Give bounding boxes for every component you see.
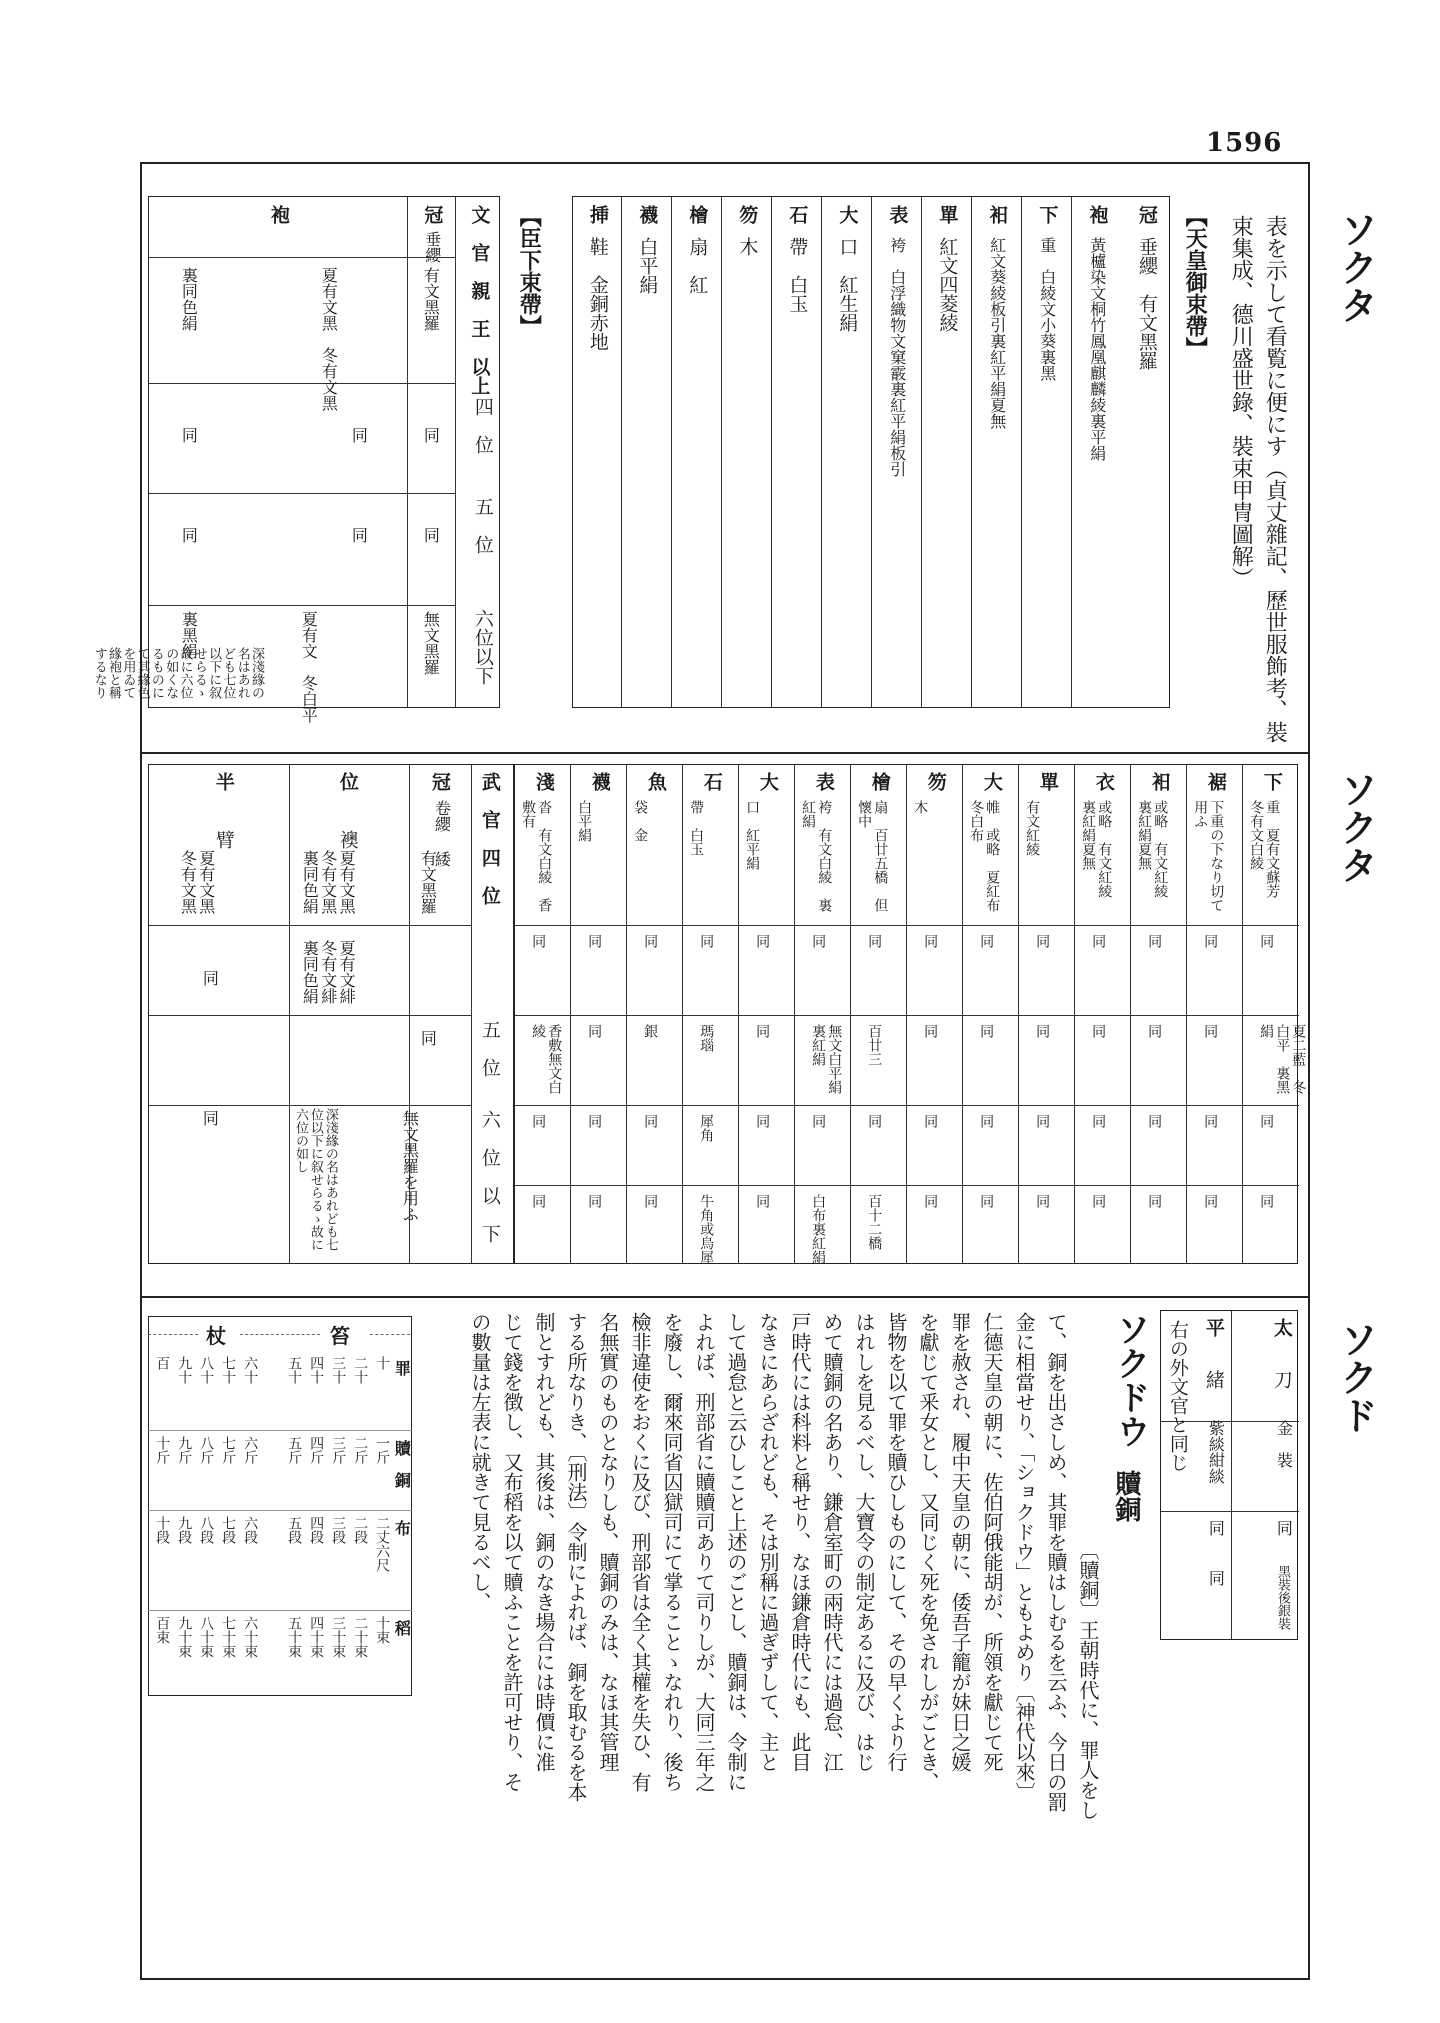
mil-right-cell-11-0: 同 xyxy=(642,934,659,948)
civil-h-6i: 六位以下 xyxy=(471,609,494,685)
paragraph-line-0: 〔贖銅〕王朝時代に、罪人をし xyxy=(1076,1540,1100,1820)
mil-right-head-5: 大 xyxy=(980,772,1003,791)
mil-right-cell-9-0: 同 xyxy=(754,934,771,948)
mil-right-head-1: 裾 xyxy=(1204,772,1227,791)
mil-hanpi-sub: 臂 xyxy=(212,830,235,849)
redemption-cell-1-1: 二斤 xyxy=(352,1436,369,1464)
redemption-cell-5-0: 六十 xyxy=(242,1356,259,1384)
mil-right-cell-7-1: 百廿三 xyxy=(866,1024,883,1066)
mil-right-cell-9-3: 同 xyxy=(754,1194,771,1208)
mil-right-cell-7-0: 同 xyxy=(866,934,883,948)
redemption-cell-8-0: 九十 xyxy=(176,1356,193,1384)
headword-kanji: 贖銅 xyxy=(1110,1470,1141,1522)
emperor-col-7: 大 口 紅生絹 xyxy=(821,197,871,707)
mil-right-cell-13-1: 香敷無文白綾 xyxy=(530,1024,563,1094)
mil-hanpi-head: 半 xyxy=(212,772,235,791)
mil-right-cell-3-3: 同 xyxy=(1090,1194,1107,1208)
civil-note: 深淺緣の名はあれども七位以下に叙せらるゝ故に六位の如くなるものにて其緣色を用ゐて緣袍と稱するなり xyxy=(91,647,264,699)
civil-row-robe: 袍 xyxy=(267,205,290,224)
mil-hanpi-1: 夏有文黑 冬有文黑 xyxy=(178,850,216,930)
section-label-1: ソクタ xyxy=(1333,210,1379,324)
military-right-divider xyxy=(626,764,627,1264)
sword-head: 太 xyxy=(1270,1318,1293,1337)
mil-right-head-4: 單 xyxy=(1036,772,1059,791)
mil-crown-3: 無文黑羅を用ふ xyxy=(400,1110,420,1222)
mil-right-body-12: 白平絹 xyxy=(576,800,593,842)
section-label-3: ソクド xyxy=(1333,1320,1379,1434)
mil-right-cell-8-0: 同 xyxy=(810,934,827,948)
paragraph-line-19: の數量は左表に就きて見るべし、 xyxy=(468,1312,492,1612)
mil-right-cell-6-2: 同 xyxy=(922,1114,939,1128)
military-h-6i: 六 位 以 下 xyxy=(478,1110,501,1243)
paragraph-line-17: 制とすれども、其後は、銅のなき場合には時價に准 xyxy=(532,1312,556,1772)
mil-right-cell-10-3: 牛角或烏犀 xyxy=(698,1194,715,1264)
mil-right-cell-11-3: 同 xyxy=(642,1194,659,1208)
paragraph-line-9: 戸時代には科料と稱せり、なほ鎌倉時代にも、此目 xyxy=(788,1312,812,1772)
mil-right-head-12: 襪 xyxy=(588,772,611,791)
military-right-divider xyxy=(1074,764,1075,1264)
mil-right-body-5: 帷 或略 夏紅布 冬白布 xyxy=(968,800,1001,926)
redemption-row-line xyxy=(148,1430,412,1431)
mil-right-cell-3-0: 同 xyxy=(1090,934,1107,948)
mil-right-body-0: 重 夏有文蘇芳 冬有文白綾 xyxy=(1248,800,1281,912)
military-right-divider xyxy=(1242,764,1243,1264)
redemption-cell-7-1: 八斤 xyxy=(198,1436,215,1464)
military-right-divider xyxy=(570,764,571,1264)
paragraph-line-8: めて贖銅の名あり、鎌倉室町の兩時代には過怠、江 xyxy=(820,1312,844,1772)
civil-robe-1: 夏有文黑 冬有文黑 xyxy=(319,267,339,411)
section-divider-2 xyxy=(140,1296,1310,1298)
paragraph-line-6: 皆物を以て罪を贖ひしものにして、その早くより行 xyxy=(884,1312,908,1772)
mil-right-cell-4-1: 同 xyxy=(1034,1024,1051,1038)
redemption-cell-9-1: 十斤 xyxy=(154,1436,171,1464)
mil-right-cell-2-2: 同 xyxy=(1146,1114,1163,1128)
redemption-cell-3-1: 四斤 xyxy=(308,1436,325,1464)
redemption-cell-6-3: 七十束 xyxy=(220,1616,237,1658)
mil-right-cell-6-1: 同 xyxy=(922,1024,939,1038)
paragraph-line-18: じて錢を徴し、又布稻を以て贖ふことを許可せり、そ xyxy=(500,1312,524,1792)
redemption-cell-4-2: 五段 xyxy=(286,1516,303,1544)
mil-right-body-2: 或略 有文紅綾 裏紅絹夏無 xyxy=(1136,800,1169,912)
mil-right-cell-9-1: 同 xyxy=(754,1024,771,1038)
mil-right-body-7: 扇 百廿五橋 但懷中 xyxy=(856,800,889,912)
redemption-cell-6-2: 七段 xyxy=(220,1516,237,1544)
mil-right-head-3: 衣 xyxy=(1092,772,1115,791)
redemption-cell-1-0: 二十 xyxy=(352,1356,369,1384)
emperor-col-2: 袍 黃櫨染文桐竹鳳凰麒麟綾裏平絹 xyxy=(1071,197,1121,707)
redemption-row-line xyxy=(148,1610,412,1611)
sword-cell-1: 金 裝 xyxy=(1274,1420,1294,1468)
civil-table xyxy=(91,196,500,723)
mil-right-cell-12-3: 同 xyxy=(586,1194,603,1208)
mil-right-cell-1-3: 同 xyxy=(1202,1194,1219,1208)
paragraph-line-1: て、銅を出さしめ、其罪を贖はしむるを云ふ、今日の罰 xyxy=(1044,1312,1068,1812)
paragraph-line-3: 仁德天皇の朝に、佐伯阿俄能胡が、所領を獻じて死 xyxy=(980,1312,1004,1772)
civil-crown-3: 同 xyxy=(421,527,441,543)
mil-right-cell-9-2: 同 xyxy=(754,1114,771,1128)
civil-robe-2: 同 xyxy=(349,427,369,443)
mil-right-cell-3-1: 同 xyxy=(1090,1024,1107,1038)
mil-right-cell-2-3: 同 xyxy=(1146,1194,1163,1208)
emperor-col-11: 襪 白平絹 xyxy=(621,197,671,707)
section-divider-1 xyxy=(140,752,1310,754)
mil-right-head-8: 表 xyxy=(812,772,835,791)
mil-right-body-8: 袴 有文白綾 裏紅絹 xyxy=(800,800,833,912)
mil-right-cell-12-1: 同 xyxy=(586,1024,603,1038)
redemption-cell-5-3: 六十束 xyxy=(242,1616,259,1658)
cord-cell-3: 同 xyxy=(1206,1570,1226,1586)
emperor-col-10: 檜 扇 紅 xyxy=(671,197,721,707)
redemption-cell-4-0: 五十 xyxy=(286,1356,303,1384)
mil-robe-head: 位 xyxy=(336,772,359,791)
paragraph-line-10: なきにあらざれども、そは別稱に過ぎずして、主と xyxy=(756,1312,780,1772)
redemption-cell-2-3: 三十束 xyxy=(330,1616,347,1658)
emperor-title: 【天皇御束帶】 xyxy=(1182,205,1209,359)
cord-sub: 緒 xyxy=(1202,1370,1225,1389)
redemption-cell-0-3: 十束 xyxy=(374,1616,391,1644)
civil-robe-3: 同 xyxy=(349,527,369,543)
mil-right-body-6: 木 xyxy=(912,800,929,814)
civil-title: 【臣下束帶】 xyxy=(516,205,543,337)
mil-hanpi-3: 同 xyxy=(200,1110,220,1126)
civil-robe-4: 夏有文 冬白平 xyxy=(299,611,319,723)
mil-crown-2: 同 xyxy=(418,1030,438,1046)
mil-right-head-11: 魚 xyxy=(644,772,667,791)
mil-right-body-4: 有文紅綾 xyxy=(1024,800,1041,856)
mil-robe-1: 夏有文黑 冬有文黑 裏同色絹 xyxy=(300,850,357,930)
paragraph-line-12: よれば、刑部省に贖贖司ありて司りしが、大同三年之 xyxy=(692,1312,716,1792)
redemption-cell-8-3: 九十束 xyxy=(176,1616,193,1658)
mil-right-head-13: 淺 xyxy=(532,772,555,791)
military-right-divider xyxy=(850,764,851,1264)
mil-right-cell-10-0: 同 xyxy=(698,934,715,948)
mil-right-cell-10-1: 瑪瑙 xyxy=(698,1024,715,1052)
mil-hanpi-2: 同 xyxy=(200,970,220,986)
redemption-cell-9-2: 十段 xyxy=(154,1516,171,1544)
sword-cell-3: 黑裝後銀裝 xyxy=(1274,1565,1290,1630)
redemption-cell-2-0: 三十 xyxy=(330,1356,347,1384)
sword-sub: 刀 xyxy=(1270,1370,1293,1389)
redemption-cell-4-3: 五十束 xyxy=(286,1616,303,1658)
emperor-col-1: 冠 垂纓 有文黑羅 xyxy=(1135,205,1158,370)
mil-right-cell-5-2: 同 xyxy=(978,1114,995,1128)
mil-right-cell-6-3: 同 xyxy=(922,1194,939,1208)
mil-crown-head: 冠 xyxy=(428,772,451,791)
civil-lining-2: 同 xyxy=(179,427,199,443)
section-label-2: ソクタ xyxy=(1333,770,1379,884)
mil-right-head-7: 檜 xyxy=(868,772,891,791)
mil-right-head-2: 衵 xyxy=(1148,772,1171,791)
civil-crown-1: 有文黑羅 xyxy=(421,267,441,331)
paragraph-line-2: 金に相當せり、「ショクドウ」ともよめり〔神代以來〕 xyxy=(1012,1312,1036,1802)
mil-right-cell-10-2: 犀角 xyxy=(698,1114,715,1142)
intro-line-1: 表を示して看覧に便にす（貞丈雜記、歷世服飾考、裝 xyxy=(1262,215,1288,743)
mil-right-cell-4-2: 同 xyxy=(1034,1114,1051,1128)
redemption-cell-3-2: 四段 xyxy=(308,1516,325,1544)
mil-right-cell-2-0: 同 xyxy=(1146,934,1163,948)
sword-note: 右の外文官と同じ xyxy=(1166,1320,1189,1472)
mil-crown-sub: 卷纓 緌 xyxy=(432,800,452,867)
mil-right-cell-5-0: 同 xyxy=(978,934,995,948)
emperor-col-9: 笏 木 xyxy=(721,197,771,707)
military-right-divider xyxy=(962,764,963,1264)
redemption-group-rod: 杖 xyxy=(206,1324,226,1348)
redemption-cell-7-3: 八十束 xyxy=(198,1616,215,1658)
mil-right-head-10: 石 xyxy=(700,772,723,791)
civil-lining-4: 裏黑絹 xyxy=(179,611,199,659)
sword-cell-2: 同 xyxy=(1274,1520,1294,1536)
emperor-col-5: 單 紅文四菱綾 xyxy=(921,197,971,707)
mil-robe-2: 夏有文緋 冬有文緋 裏同色絹 xyxy=(300,940,357,1020)
redemption-cell-0-2: 二丈六尺 xyxy=(374,1516,391,1572)
civil-header-col: 文 官 親 王 以上 xyxy=(455,197,501,707)
emperor-table xyxy=(572,196,1170,708)
redemption-cell-0-1: 一斤 xyxy=(374,1436,391,1464)
civil-lining-3: 同 xyxy=(179,527,199,543)
military-right-divider xyxy=(1130,764,1131,1264)
paragraph-line-11: して過怠と云ひしこと上述のごとし、贖銅は、令制に xyxy=(724,1312,748,1792)
redemption-group-whip: 笞 xyxy=(330,1324,350,1348)
mil-right-cell-1-0: 同 xyxy=(1202,934,1219,948)
emperor-col-3: 下 重 白綾文小葵裏黑 xyxy=(1021,197,1071,707)
mil-right-cell-1-1: 同 xyxy=(1202,1024,1219,1038)
redemption-cell-3-0: 四十 xyxy=(308,1356,325,1384)
mil-right-cell-8-3: 白布裏紅絹 xyxy=(810,1194,827,1264)
mil-right-body-13: 沓 有文白綾 香敷有 xyxy=(520,800,553,912)
mil-right-cell-0-3: 同 xyxy=(1258,1194,1275,1208)
civil-h-4i: 四 位 xyxy=(471,397,494,454)
redemption-cell-2-1: 三斤 xyxy=(330,1436,347,1464)
redemption-cell-6-0: 七十 xyxy=(220,1356,237,1384)
emperor-col-12: 挿 鞋 金銅赤地 xyxy=(586,205,609,351)
redemption-cell-5-2: 六段 xyxy=(242,1516,259,1544)
paragraph-line-13: を廢し、爾來同省囚獄司にて掌ることゝなれり、後ち xyxy=(660,1312,684,1792)
mil-right-cell-5-1: 同 xyxy=(978,1024,995,1038)
mil-crown-1: 有文黑羅 xyxy=(418,850,438,914)
mil-right-cell-0-1: 夏二藍 冬白平 裏黑絹 xyxy=(1258,1024,1307,1094)
military-right-divider xyxy=(906,764,907,1264)
redemption-row-line xyxy=(148,1510,412,1511)
paragraph-line-7: はれしを見るべし、大寶令の制定あるに及び、はじ xyxy=(852,1312,876,1772)
mil-right-cell-7-3: 百十二橋 xyxy=(866,1194,883,1250)
mil-right-cell-13-3: 同 xyxy=(530,1194,547,1208)
military-right-divider xyxy=(1186,764,1187,1264)
redemption-cell-5-1: 六斤 xyxy=(242,1436,259,1464)
mil-right-cell-0-0: 同 xyxy=(1258,934,1275,948)
emperor-col-8: 石 帶 白玉 xyxy=(771,197,821,707)
mil-right-cell-6-0: 同 xyxy=(922,934,939,948)
mil-right-cell-8-1: 無文白平絹裏紅絹 xyxy=(810,1024,843,1094)
page-number: 1596 xyxy=(1206,128,1283,158)
cord-cell-2: 同 xyxy=(1206,1520,1226,1536)
military-h-5i: 五 位 xyxy=(478,1020,501,1077)
military-right-divider xyxy=(1018,764,1019,1264)
civil-crown-2: 同 xyxy=(421,427,441,443)
mil-robe-3: 深淺緣の名はあれども七位以下に叙せらるゝ故に六位の如し xyxy=(292,1108,338,1251)
redemption-header-3: 稻 xyxy=(392,1620,412,1636)
mil-right-body-11: 袋 金 xyxy=(632,800,649,842)
paragraph-line-15: 名無實のものとなりしも、贖銅のみは、なほ其管理 xyxy=(596,1312,620,1772)
mil-right-cell-0-2: 同 xyxy=(1258,1114,1275,1128)
mil-right-cell-12-0: 同 xyxy=(586,934,603,948)
civil-row-crown: 冠 垂纓 xyxy=(407,197,455,707)
redemption-cell-8-2: 九段 xyxy=(176,1516,193,1544)
military-h-4i: 武 官 四 位 xyxy=(478,772,501,905)
emperor-col-4: 衵 紅文葵綾板引裏紅平絹夏無 xyxy=(971,197,1021,707)
redemption-cell-9-0: 百 xyxy=(154,1356,171,1370)
mil-right-body-9: 口 紅平絹 xyxy=(744,800,761,870)
redemption-cell-8-1: 九斤 xyxy=(176,1436,193,1464)
cord-head: 平 xyxy=(1202,1318,1225,1337)
mil-right-body-1: 下重の下なり切て用ふ xyxy=(1192,800,1225,912)
civil-lining-1: 裏同色絹 xyxy=(179,267,199,331)
redemption-header-1: 贖 銅 xyxy=(392,1440,412,1488)
redemption-cell-1-2: 二段 xyxy=(352,1516,369,1544)
redemption-cell-7-0: 八十 xyxy=(198,1356,215,1384)
cord-cell-1: 紫緂紺緂 xyxy=(1206,1420,1226,1484)
mil-right-head-6: 笏 xyxy=(924,772,947,791)
redemption-cell-4-1: 五斤 xyxy=(286,1436,303,1464)
paragraph-line-16: する所なりき、〔刑法〕令制によれば、銅を取むるを本 xyxy=(564,1312,588,1802)
mil-right-cell-11-1: 銀 xyxy=(642,1024,659,1038)
military-right-divider xyxy=(738,764,739,1264)
mil-right-cell-4-3: 同 xyxy=(1034,1194,1051,1208)
mil-right-cell-11-2: 同 xyxy=(642,1114,659,1128)
emperor-col-6: 表 袴 白浮織物文窠霰裏紅平絹板引 xyxy=(871,197,921,707)
civil-crown-4: 無文黑羅 xyxy=(421,611,441,675)
mil-right-cell-1-2: 同 xyxy=(1202,1114,1219,1128)
paragraph-line-5: を獻じて釆女とし、又同じく死を免されしがごとき、 xyxy=(916,1312,940,1792)
redemption-cell-3-3: 四十束 xyxy=(308,1616,325,1658)
mil-right-body-10: 帶 白玉 xyxy=(688,800,705,856)
redemption-cell-1-3: 二十束 xyxy=(352,1616,369,1658)
mil-robe-sub: 襖 xyxy=(336,830,359,849)
redemption-cell-6-1: 七斤 xyxy=(220,1436,237,1464)
mil-right-cell-2-1: 同 xyxy=(1146,1024,1163,1038)
headword: ソクドウ xyxy=(1110,1312,1151,1448)
mil-right-body-3: 或略 有文紅綾 裏紅絹夏無 xyxy=(1080,800,1113,912)
paragraph-line-4: 罪を赦され、履中天皇の朝に、倭吾子籠が妹日之媛 xyxy=(948,1312,972,1772)
intro-line-2: 束集成、德川盛世錄、裝束甲冑圖解） xyxy=(1228,215,1254,589)
redemption-cell-2-2: 三段 xyxy=(330,1516,347,1544)
mil-right-cell-13-0: 同 xyxy=(530,934,547,948)
mil-right-cell-12-2: 同 xyxy=(586,1114,603,1128)
mil-right-cell-8-2: 同 xyxy=(810,1114,827,1128)
military-right-divider xyxy=(682,764,683,1264)
redemption-cell-9-3: 百束 xyxy=(154,1616,171,1644)
mil-right-cell-3-2: 同 xyxy=(1090,1114,1107,1128)
mil-right-cell-13-2: 同 xyxy=(530,1114,547,1128)
redemption-cell-0-0: 十 xyxy=(374,1356,391,1370)
civil-h-5i: 五 位 xyxy=(471,497,494,554)
mil-right-cell-5-3: 同 xyxy=(978,1194,995,1208)
mil-right-cell-7-2: 同 xyxy=(866,1114,883,1128)
paragraph-line-14: 檢非違使をおくに及び、刑部省は全く其權を失ひ、有 xyxy=(628,1312,652,1792)
mil-right-head-0: 下 xyxy=(1260,772,1283,791)
military-right-divider xyxy=(794,764,795,1264)
redemption-cell-7-2: 八段 xyxy=(198,1516,215,1544)
redemption-header-2: 布 xyxy=(392,1520,412,1536)
mil-right-head-9: 大 xyxy=(756,772,779,791)
mil-right-cell-4-0: 同 xyxy=(1034,934,1051,948)
redemption-header-0: 罪 xyxy=(392,1360,412,1376)
